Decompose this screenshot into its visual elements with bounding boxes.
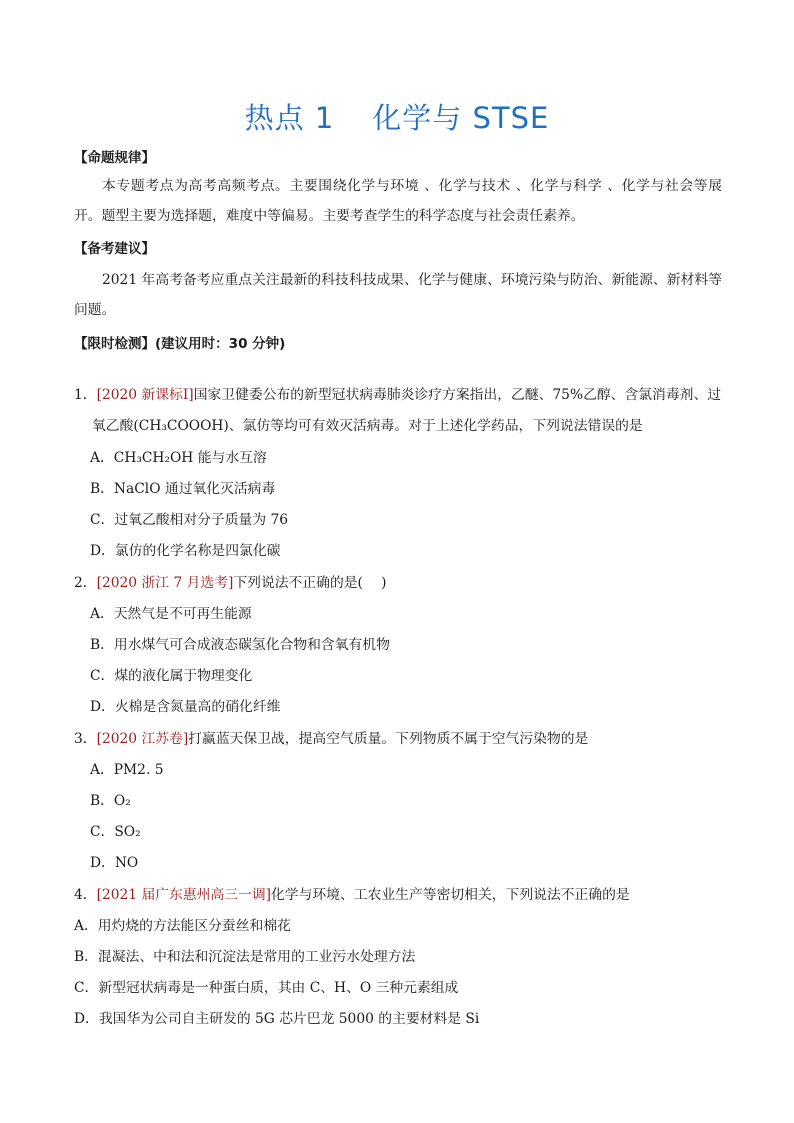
test-heading: 【限时检测】(建议用时：30 分钟) (74, 336, 286, 352)
question-number: 3． (74, 731, 97, 747)
rules-paragraph: 本专题考点为高考高频考点。主要围绕化学与环境 、化学与技术 、化学与科学 、化学与社会等展开。题型主要为选择题，难度中等偏易。主要考查学生的科学态度与社会责任素养。 (74, 178, 722, 224)
question-4-option-a: A．用灼烧的方法能区分蚕丝和棉花 (74, 918, 291, 934)
question-source: [2020 浙江 7 月选考] (96, 575, 234, 591)
question-2-stem (74, 568, 724, 599)
question-1-option-c: C．过氧乙酸相对分子质量为 76 (90, 512, 289, 528)
question-stem-line: 化学与环境、工农业生产等密切相关，下列说法不正确的是 (271, 887, 630, 903)
question-stem-line: 国家卫健委公布的新型冠状病毒肺炎诊疗方案指出，乙醚、75%乙醇、含氯消毒剂、过 (193, 387, 722, 403)
question-stem-line: 下列说法不正确的是( ) (233, 575, 387, 591)
title-part1: 热点 1 (244, 101, 335, 135)
question-2-option-c: C．煤的液化属于物理变化 (90, 668, 253, 684)
question-stem-line: 氧乙酸(CH₃COOOH)、氯仿等均可有效灭活病毒。对于上述化学药品，下列说法错误的是 (92, 418, 643, 434)
question-4-option-d: D．我国华为公司自主研发的 5G 芯片巴龙 5000 的主要材料是 Si (74, 1011, 480, 1027)
question-2-option-d: D．火棉是含氮量高的硝化纤维 (90, 699, 281, 715)
page-title (0, 96, 794, 137)
title-part2: 化学与 STSE (372, 101, 550, 135)
question-1-option-d: D．氯仿的化学名称是四氯化碳 (90, 543, 281, 559)
question-2-option-b: B．用水煤气可合成液态碳氢化合物和含氧有机物 (90, 637, 390, 653)
advice-heading: 【备考建议】 (74, 241, 155, 257)
advice-paragraph: 2021 年高考备考应重点关注最新的科技科技成果、化学与健康、环境污染与防治、新能源、新材料等问题。 (74, 272, 722, 318)
question-source: [2020 新课标Ⅰ] (96, 387, 194, 403)
question-stem-line: 打赢蓝天保卫战，提高空气质量。下列物质不属于空气污染物的是 (188, 731, 589, 747)
question-number: 1． (74, 387, 97, 403)
question-3-option-c: C．SO₂ (90, 824, 141, 840)
question-4-option-c: C．新型冠状病毒是一种蛋白质，其由 C、H、O 三种元素组成 (74, 980, 459, 996)
question-source: [2020 江苏卷] (96, 731, 189, 747)
question-number: 4． (74, 887, 97, 903)
question-1-option-a: A．CH₃CH₂OH 能与水互溶 (90, 450, 267, 466)
question-4-option-b: B．混凝法、中和法和沉淀法是常用的工业污水处理方法 (74, 949, 416, 965)
question-3-option-d: D．NO (90, 855, 139, 871)
question-4-stem (74, 880, 724, 911)
question-3-option-a: A．PM2. 5 (90, 762, 164, 778)
question-1-stem (74, 380, 724, 442)
question-3-stem (74, 724, 724, 755)
rules-heading: 【命题规律】 (74, 150, 155, 166)
question-3-option-b: B．O₂ (90, 793, 131, 809)
question-source: [2021 届广东惠州高三一调] (96, 887, 272, 903)
question-2-option-a: A．天然气是不可再生能源 (90, 606, 252, 622)
question-number: 2． (74, 575, 97, 591)
question-1-option-b: B．NaClO 通过氧化灭活病毒 (90, 481, 276, 497)
